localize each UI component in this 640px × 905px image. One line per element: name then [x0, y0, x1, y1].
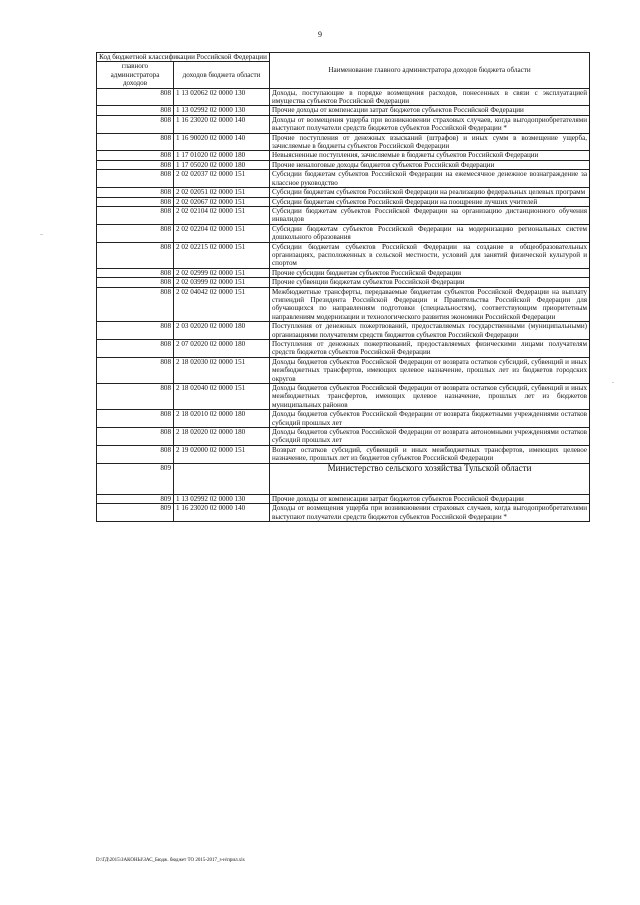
admin-code-cell: 808 — [97, 170, 174, 188]
scan-mark: – — [40, 232, 43, 238]
header-administrator: главного администратора доходов — [97, 62, 174, 88]
admin-code-cell: 808 — [97, 224, 174, 242]
revenue-name-cell: Поступления от денежных пожертвований, предоставляемых государственными (муниципальными) организациями получателям средств бюджетов субъектов Российской Федерации — [270, 322, 590, 340]
revenue-code-cell: 1 17 01020 02 0000 180 — [174, 151, 270, 160]
admin-code-cell: 808 — [97, 384, 174, 410]
table-row — [97, 242, 590, 268]
revenue-code-cell: 1 13 02992 02 0000 130 — [174, 106, 270, 115]
ministry-row — [97, 463, 590, 494]
admin-code-cell: 808 — [97, 410, 174, 428]
revenue-name-cell: Межбюджетные трансферты, передаваемые бюджетам субъектов Российской Федерации на выплату стипендий Президента Российской Федерации и Правительства Российской Федерации для обучающихся по направлениям подготовки (специальностям), соответствующим приоритетным направлениям модернизации и технологического развития экономики Российской Федерации — [270, 287, 590, 322]
admin-code-cell: 808 — [97, 357, 174, 383]
ministry-section — [97, 463, 590, 494]
admin-code-cell: 808 — [97, 88, 174, 106]
ministry-admin-code: 809 — [97, 463, 174, 494]
header-classification-code: Код бюджетной классификации Российской Федерации — [97, 53, 270, 62]
table-row — [97, 494, 590, 503]
revenue-code-cell: 2 18 02020 02 0000 180 — [174, 428, 270, 446]
admin-code-cell: 809 — [97, 504, 174, 522]
revenue-name-cell: Возврат остатков субсидий, субвенций и иных межбюджетных трансфертов, имеющих целевое назначение, прошлых лет из бюджетов субъектов Российской Федерации — [270, 445, 590, 463]
revenue-name-cell: Доходы, поступающие в порядке возмещения расходов, понесенных в связи с эксплуатацией имущества субъектов Российской Федерации — [270, 88, 590, 106]
revenue-code-cell: 2 19 02000 02 0000 151 — [174, 445, 270, 463]
file-path-footer: D:\ГД\2015\ЗАКОНЫ\ЗАС_Бюдж. бюджет ТО 2015-2017_з-н\прил.xls — [96, 858, 245, 863]
revenue-code-cell: 1 17 05020 02 0000 180 — [174, 160, 270, 169]
revenue-name-cell: Субсидии бюджетам субъектов Российской Федерации на создание в общеобразовательных организациях, расположенных в сельской местности, условий для занятий физической культурой и спортом — [270, 242, 590, 268]
table-row — [97, 287, 590, 322]
table-row — [97, 160, 590, 169]
table-row — [97, 151, 590, 160]
revenue-code-cell: 2 02 04042 02 0000 151 — [174, 287, 270, 322]
revenue-code-cell: 2 18 02040 02 0000 151 — [174, 384, 270, 410]
admin-code-cell: 808 — [97, 445, 174, 463]
page-number: 9 — [318, 30, 322, 39]
ministry-empty-cell — [174, 463, 270, 494]
table-row — [97, 428, 590, 446]
table-row — [97, 206, 590, 224]
revenue-code-cell: 2 02 02204 02 0000 151 — [174, 224, 270, 242]
revenue-name-cell: Прочие неналоговые доходы бюджетов субъектов Российской Федерации — [270, 160, 590, 169]
table-row — [97, 224, 590, 242]
table-row — [97, 170, 590, 188]
table-row — [97, 106, 590, 115]
table-row — [97, 384, 590, 410]
table-header-row — [97, 53, 590, 62]
admin-code-cell: 809 — [97, 494, 174, 503]
revenue-name-cell: Прочие доходы от компенсации затрат бюджетов субъектов Российской Федерации — [270, 106, 590, 115]
admin-code-cell: 808 — [97, 287, 174, 322]
revenue-code-cell: 1 16 23020 02 0000 140 — [174, 115, 270, 133]
revenue-code-cell: 2 02 02037 02 0000 151 — [174, 170, 270, 188]
admin-code-cell: 808 — [97, 428, 174, 446]
revenue-code-cell: 2 18 02010 02 0000 180 — [174, 410, 270, 428]
revenue-code-cell: 1 16 90020 02 0000 140 — [174, 133, 270, 151]
revenue-code-cell: 2 02 03999 02 0000 151 — [174, 278, 270, 287]
table-row — [97, 278, 590, 287]
table-row — [97, 115, 590, 133]
table-row — [97, 445, 590, 463]
table-row — [97, 88, 590, 106]
admin-code-cell: 808 — [97, 106, 174, 115]
table-row — [97, 268, 590, 277]
admin-code-cell: 808 — [97, 115, 174, 133]
revenue-name-cell: Субсидии бюджетам субъектов Российской Федерации на поощрение лучших учителей — [270, 197, 590, 206]
table-row — [97, 340, 590, 358]
table-body — [97, 88, 590, 463]
ministry-name: Министерство сельского хозяйства Тульской области — [270, 463, 590, 494]
admin-code-cell: 808 — [97, 133, 174, 151]
revenue-name-cell: Поступления от денежных пожертвований, предоставляемых физическими лицами получателям средств бюджетов субъектов Российской Федерации — [270, 340, 590, 358]
revenue-name-cell: Субсидии бюджетам субъектов Российской Федерации на модернизацию региональных систем дошкольного образования — [270, 224, 590, 242]
revenue-code-cell: 2 02 02999 02 0000 151 — [174, 268, 270, 277]
revenue-name-cell: Доходы бюджетов субъектов Российской Федерации от возврата автономными учреждениями остатков субсидий прошлых лет — [270, 428, 590, 446]
revenue-code-cell: 2 02 02067 02 0000 151 — [174, 197, 270, 206]
admin-code-cell: 808 — [97, 242, 174, 268]
revenue-code-cell: 2 18 02030 02 0000 151 — [174, 357, 270, 383]
table-body-ministry — [97, 494, 590, 521]
revenue-code-cell: 2 02 02051 02 0000 151 — [174, 188, 270, 197]
revenue-name-cell: Доходы бюджетов субъектов Российской Федерации от возврата бюджетными учреждениями остатков субсидий прошлых лет — [270, 410, 590, 428]
table-row — [97, 133, 590, 151]
revenue-code-cell: 2 07 02020 02 0000 180 — [174, 340, 270, 358]
admin-code-cell: 808 — [97, 151, 174, 160]
admin-code-cell: 808 — [97, 340, 174, 358]
revenue-name-cell: Доходы от возмещения ущерба при возникновении страховых случаев, когда выгодоприобретателями выступают получатели средств бюджетов субъектов Российской Федерации * — [270, 504, 590, 522]
revenue-name-cell: Доходы от возмещения ущерба при возникновении страховых случаев, когда выгодоприобретателями выступают получатели средств бюджетов субъектов Российской Федерации * — [270, 115, 590, 133]
table-row — [97, 197, 590, 206]
revenue-name-cell: Субсидии бюджетам субъектов Российской Федерации на организацию дистанционного обучения инвалидов — [270, 206, 590, 224]
revenue-name-cell: Доходы бюджетов субъектов Российской Федерации от возврата остатков субсидий, субвенций и иных межбюджетных трансфертов, имеющих целевое назначение, прошлых лет из бюджетов городских округов — [270, 357, 590, 383]
revenue-name-cell: Прочие поступления от денежных взысканий (штрафов) и иных сумм в возмещение ущерба, зачисляемые в бюджеты субъектов Российской Федерации — [270, 133, 590, 151]
table-row — [97, 188, 590, 197]
admin-code-cell: 808 — [97, 188, 174, 197]
admin-code-cell: 808 — [97, 278, 174, 287]
revenue-code-cell: 1 16 23020 02 0000 140 — [174, 504, 270, 522]
revenue-code-cell: 1 13 02062 02 0000 130 — [174, 88, 270, 106]
revenue-name-cell: Прочие доходы от компенсации затрат бюджетов субъектов Российской Федерации — [270, 494, 590, 503]
revenue-code-cell: 1 13 02992 02 0000 130 — [174, 494, 270, 503]
revenue-name-cell: Субсидии бюджетам субъектов Российской Федерации на ежемесячное денежное вознаграждение за классное руководство — [270, 170, 590, 188]
admin-code-cell: 808 — [97, 268, 174, 277]
header-budget-revenues: доходов бюджета области — [174, 62, 270, 88]
revenue-administrators-table — [96, 52, 590, 522]
revenue-name-cell: Невыясненные поступления, зачисляемые в бюджеты субъектов Российской Федерации — [270, 151, 590, 160]
header-name: Наименование главного администратора доходов бюджета области — [270, 53, 590, 89]
table-row — [97, 410, 590, 428]
table-row — [97, 357, 590, 383]
revenue-name-cell: Прочие субвенции бюджетам субъектов Российской Федерации — [270, 278, 590, 287]
revenue-code-cell: 2 02 02104 02 0000 151 — [174, 206, 270, 224]
admin-code-cell: 808 — [97, 206, 174, 224]
admin-code-cell: 808 — [97, 322, 174, 340]
revenue-code-cell: 2 02 02215 02 0000 151 — [174, 242, 270, 268]
revenue-name-cell: Прочие субсидии бюджетам субъектов Российской Федерации — [270, 268, 590, 277]
table-row — [97, 322, 590, 340]
admin-code-cell: 808 — [97, 160, 174, 169]
revenue-name-cell: Субсидии бюджетам субъектов Российской Федерации на реализацию федеральных целевых программ — [270, 188, 590, 197]
scan-mark: - — [612, 380, 614, 386]
table-row — [97, 504, 590, 522]
revenue-name-cell: Доходы бюджетов субъектов Российской Федерации от возврата остатков субсидий, субвенций и иных межбюджетных трансфертов, имеющих целевое назначение, прошлых лет из бюджетов муниципальных районов — [270, 384, 590, 410]
admin-code-cell: 808 — [97, 197, 174, 206]
revenue-code-cell: 2 03 02020 02 0000 180 — [174, 322, 270, 340]
